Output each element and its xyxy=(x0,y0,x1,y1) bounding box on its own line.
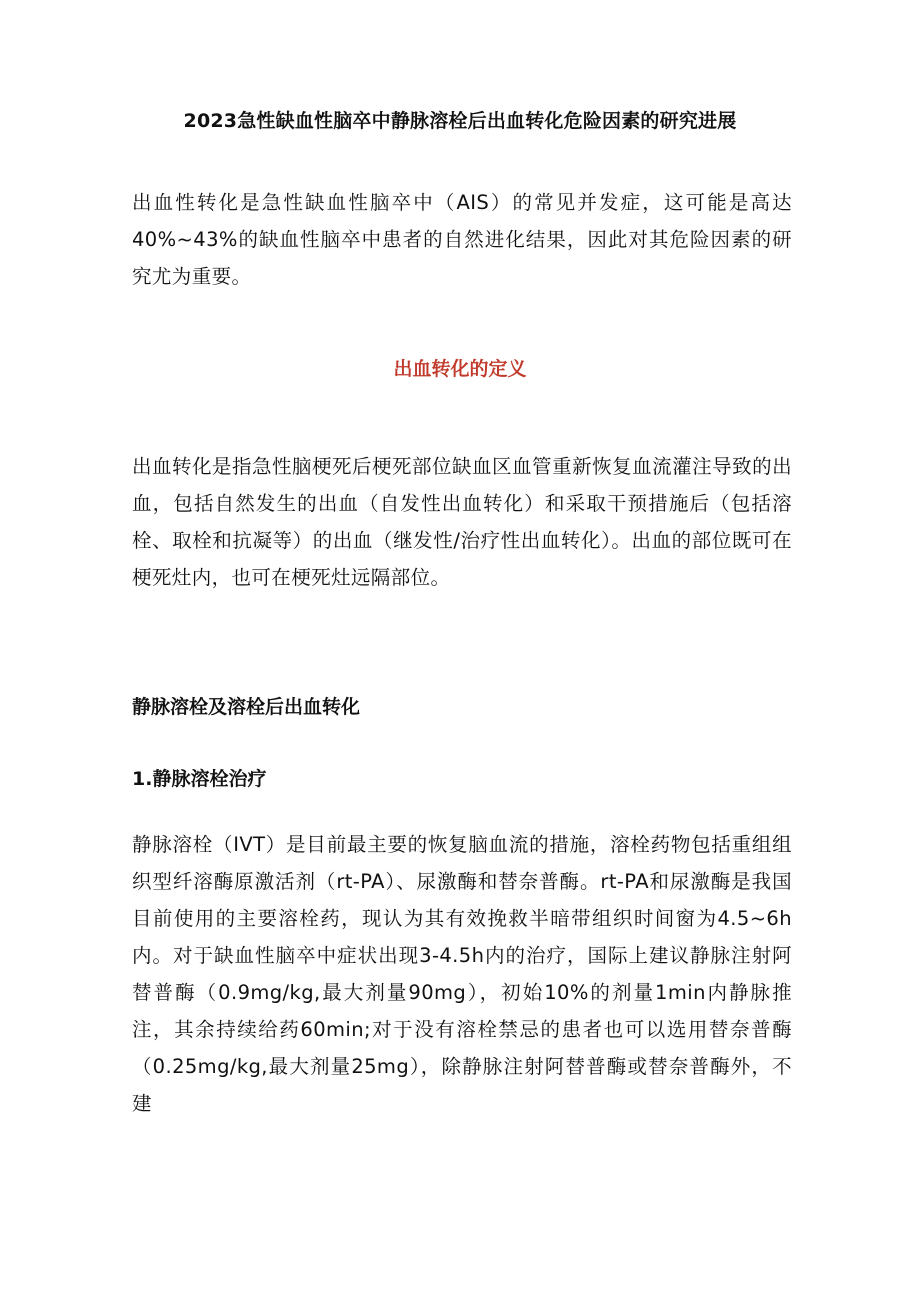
document-title: 2023急性缺血性脑卒中静脉溶栓后出血转化危险因素的研究进展 xyxy=(183,110,737,132)
subheading-ivt-treatment: 1.静脉溶栓治疗 xyxy=(132,768,267,790)
section-heading-definition: 出血转化的定义 xyxy=(393,358,527,380)
section-heading-thrombolysis: 静脉溶栓及溶栓后出血转化 xyxy=(132,696,361,718)
definition-paragraph: 出血转化是指急性脑梗死后梗死部位缺血区血管重新恢复血流灌注导致的出血，包括自然发生的出血（自发性出血转化）和采取干预措施后（包括溶栓、取栓和抗凝等）的出血（继发性/治疗性出血转化）。出血的部位既可在梗死灶内，也可在梗死灶远隔部位。 xyxy=(132,455,792,589)
intro-paragraph: 出血性转化是急性缺血性脑卒中（AIS）的常见并发症，这可能是高达40%~43%的缺血性脑卒中患者的自然进化结果，因此对其危险因素的研究尤为重要。 xyxy=(132,191,792,288)
ivt-paragraph: 静脉溶栓（IVT）是目前最主要的恢复脑血流的措施，溶栓药物包括重组组织型纤溶酶原激活剂（rt-PA）、尿激酶和替奈普酶。rt-PA和尿激酶是我国目前使用的主要溶栓药，现认为其有效挽救半暗带组织时间窗为4.5~6h内。对于缺血性脑卒中症状出现3-4.5h内的治疗，国际上建议静脉注射阿替普酶（0.9mg/kg,最大剂量90mg），初始10%的剂量1min内静脉推注，其余持续给药60min;对于没有溶栓禁忌的患者也可以选用替奈普酶（0.25mg/kg,最大剂量25mg），除静脉注射阿替普酶或替奈普酶外，不建 xyxy=(132,833,792,1115)
